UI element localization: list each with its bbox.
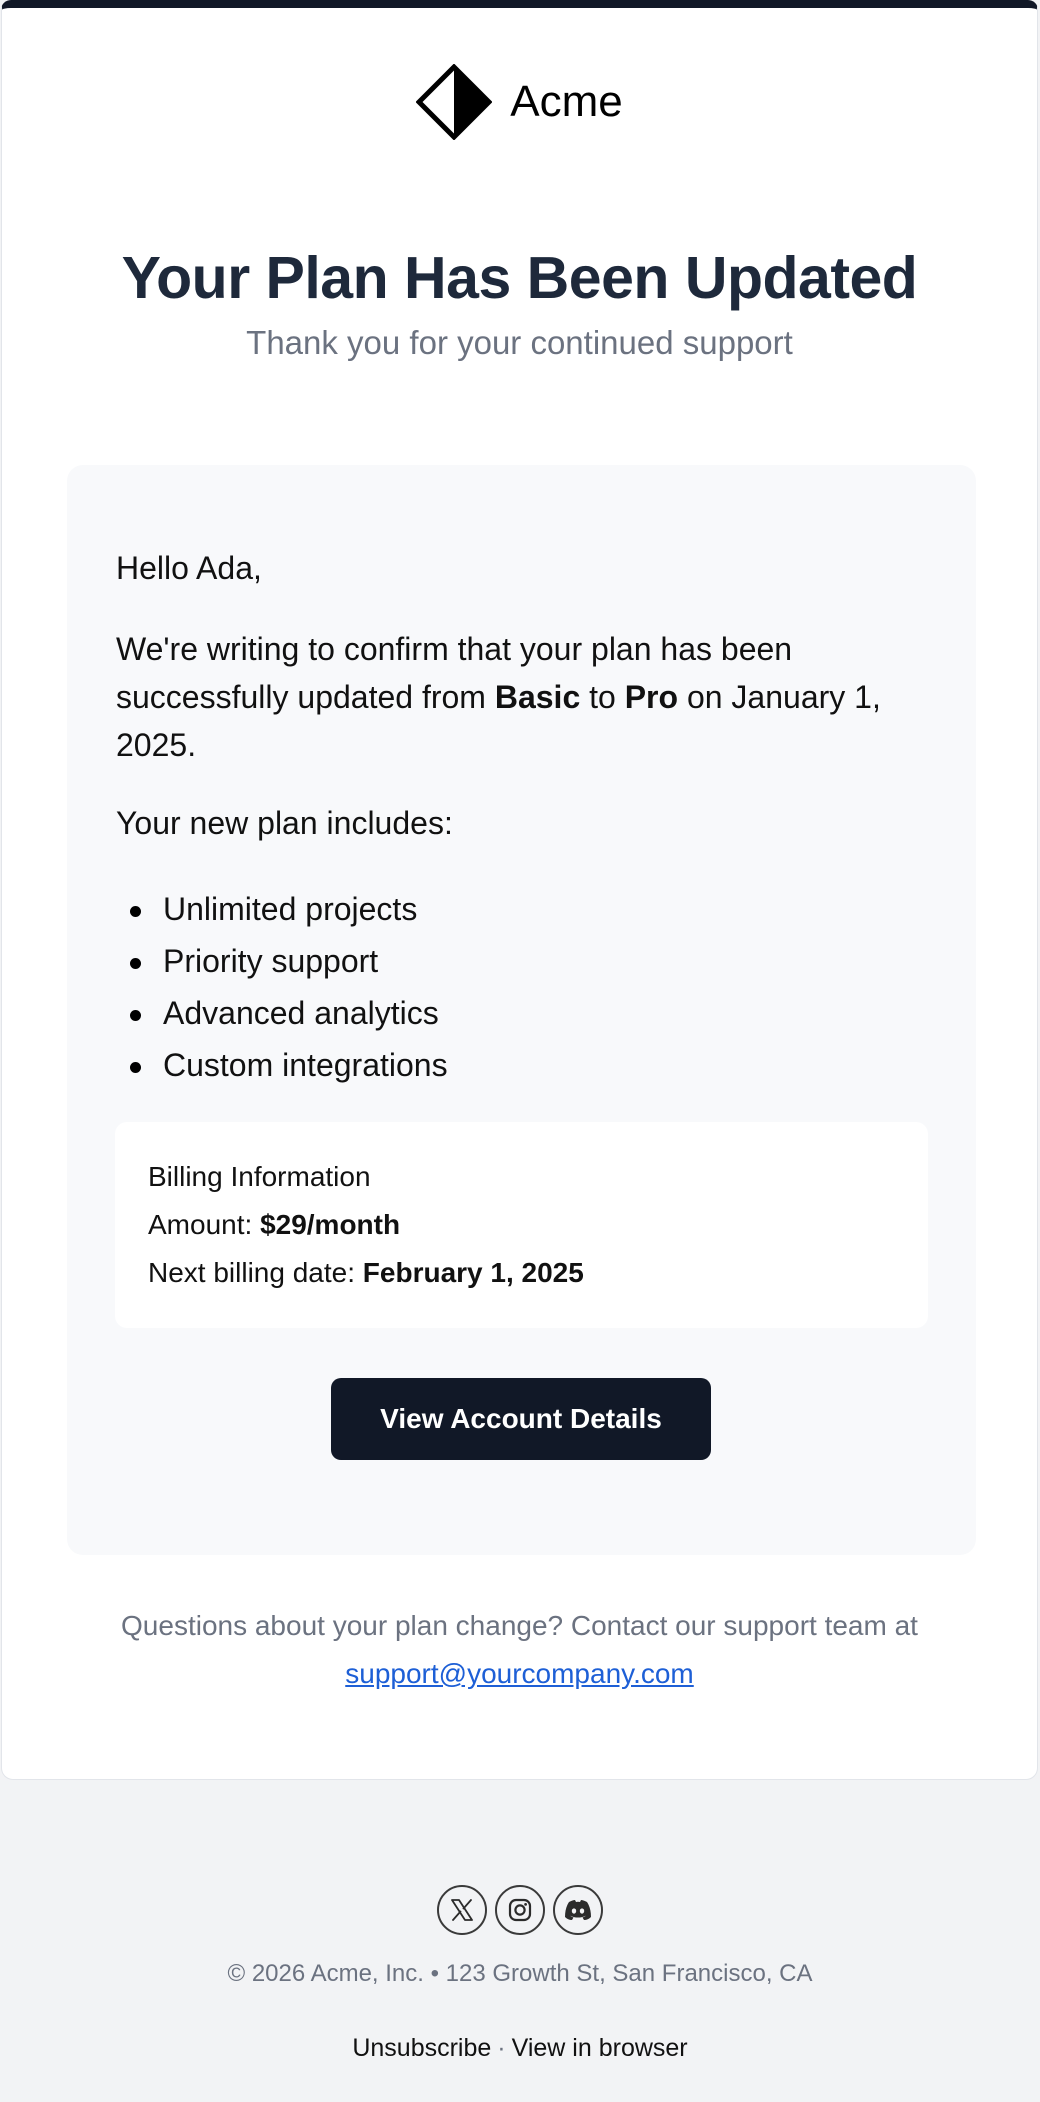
bullet-icon: [130, 1062, 141, 1073]
company-address: © 2026 Acme, Inc. • 123 Growth St, San Francisco, CA: [227, 1960, 813, 1987]
feature-item: [116, 883, 448, 935]
unsubscribe-link[interactable]: Unsubscribe: [352, 2034, 492, 2062]
feature-item: [116, 987, 448, 1039]
includes-label: Your new plan includes:: [116, 805, 453, 841]
new-plan-name: Pro: [624, 679, 679, 715]
support-email-link[interactable]: support@yourcompany.com: [345, 1658, 694, 1689]
support-note: [2, 1602, 1037, 1698]
message-panel: [67, 465, 976, 1555]
feature-list: [116, 883, 448, 1091]
billing-amount: [148, 1209, 400, 1241]
feature-label: Unlimited projects: [163, 891, 418, 927]
link-separator: ·: [497, 2034, 506, 2062]
discord-icon[interactable]: [553, 1885, 603, 1935]
view-account-details-button[interactable]: View Account Details: [331, 1378, 711, 1460]
confirmation-paragraph: [116, 625, 936, 769]
feature-item: [116, 935, 448, 987]
support-text: Questions about your plan change? Contact our support team at: [121, 1610, 918, 1641]
x-icon[interactable]: [437, 1885, 487, 1935]
email-card: [1, 0, 1038, 1780]
intro-text: We're writing to confirm that your plan has been successfully updated from: [116, 631, 793, 715]
amount-value: $29/month: [260, 1209, 401, 1240]
billing-next-date: [148, 1257, 584, 1289]
billing-heading: Billing Information: [148, 1161, 371, 1192]
footer-links: [0, 2034, 1040, 2063]
old-plan-name: Basic: [494, 679, 581, 715]
brand-name: Acme: [510, 77, 623, 126]
bullet-icon: [130, 958, 141, 969]
feature-label: Advanced analytics: [163, 995, 439, 1031]
feature-item: [116, 1039, 448, 1091]
billing-info-box: [115, 1122, 928, 1328]
bullet-icon: [130, 1010, 141, 1021]
acme-logo-icon: [416, 64, 492, 140]
feature-label: Custom integrations: [163, 1047, 448, 1083]
page-subtitle: Thank you for your continued support: [246, 324, 793, 361]
instagram-icon[interactable]: [495, 1885, 545, 1935]
next-date-label: Next billing date:: [148, 1257, 363, 1288]
amount-label: Amount:: [148, 1209, 261, 1240]
page-title: Your Plan Has Been Updated: [121, 245, 918, 311]
to-word: to: [580, 679, 625, 715]
feature-label: Priority support: [163, 943, 379, 979]
brand-header: [2, 64, 1037, 140]
next-date-value: February 1, 2025: [362, 1257, 584, 1288]
social-links: [0, 1885, 1040, 1935]
bullet-icon: [130, 906, 141, 917]
effective-date-text: on January 1, 2025.: [116, 679, 881, 763]
greeting: Hello Ada,: [116, 550, 262, 586]
view-in-browser-link[interactable]: View in browser: [511, 2034, 688, 2062]
